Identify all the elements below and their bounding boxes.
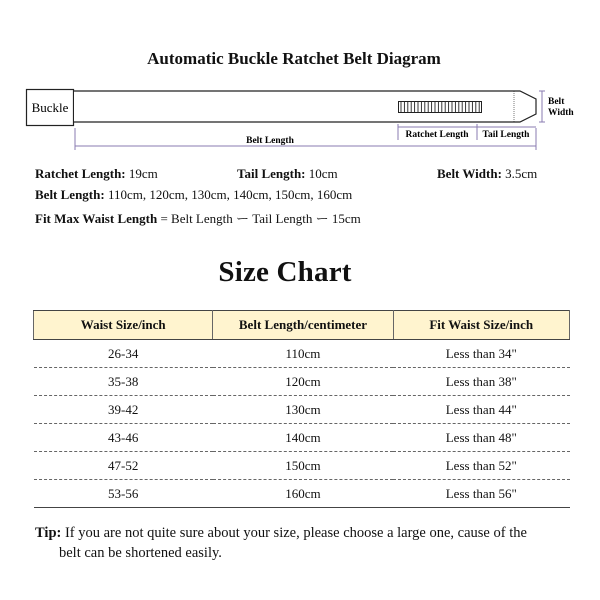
ratchet-length-label: Ratchet Length xyxy=(405,130,469,140)
diagram-title: Automatic Buckle Ratchet Belt Diagram xyxy=(147,49,441,68)
spec-tail-length xyxy=(237,166,338,182)
cell-fit-waist: Less than 44" xyxy=(393,396,570,424)
cell-belt-length: 110cm xyxy=(213,340,393,368)
spec-tail-length-value: 10cm xyxy=(308,166,338,181)
tip xyxy=(35,523,580,563)
table-row xyxy=(34,368,570,396)
tip-line1: If you are not quite sure about your size, please choose a large one, cause of the xyxy=(64,525,527,541)
spec-belt-width-value: 3.5cm xyxy=(505,166,538,181)
tail-length-label: Tail Length xyxy=(482,130,530,140)
size-chart-title: Size Chart xyxy=(218,256,352,288)
spec-fit-max-waist xyxy=(35,208,361,227)
spec-ratchet-length-value: 19cm xyxy=(128,166,158,181)
cell-fit-waist: Less than 48" xyxy=(393,424,570,452)
spec-fit-value: = Belt Length ー Tail Length ー 15cm xyxy=(160,211,361,226)
cell-waist-size: 53-56 xyxy=(34,480,213,508)
belt-width-label-2: Width xyxy=(548,108,574,118)
table-row xyxy=(34,480,570,508)
cell-fit-waist: Less than 52" xyxy=(393,452,570,480)
cell-waist-size: 26-34 xyxy=(34,340,213,368)
cell-fit-waist: Less than 56" xyxy=(393,480,570,508)
cell-belt-length: 160cm xyxy=(213,480,393,508)
cell-fit-waist: Less than 38" xyxy=(393,368,570,396)
spec-fit-key: Fit Max Waist Length xyxy=(35,211,158,226)
cell-belt-length: 120cm xyxy=(213,368,393,396)
spec-belt-width-key: Belt Width: xyxy=(437,166,502,181)
cell-waist-size: 35-38 xyxy=(34,368,213,396)
size-table-header-row xyxy=(34,311,570,340)
table-row xyxy=(34,340,570,368)
spec-belt-length xyxy=(35,187,352,203)
spec-ratchet-length xyxy=(35,166,158,182)
cell-belt-length: 140cm xyxy=(213,424,393,452)
spec-tail-length-key: Tail Length: xyxy=(237,166,306,181)
tip-line2: belt can be shortened easily. xyxy=(59,545,222,561)
spec-belt-length-key: Belt Length: xyxy=(35,187,105,202)
table-row xyxy=(34,424,570,452)
cell-fit-waist: Less than 34" xyxy=(393,340,570,368)
buckle-label: Buckle xyxy=(31,100,69,115)
header-belt-length: Belt Length/centimeter xyxy=(213,311,393,340)
size-table xyxy=(33,310,570,508)
spec-belt-length-value: 110cm, 120cm, 130cm, 140cm, 150cm, 160cm xyxy=(107,187,353,202)
belt-length-label: Belt Length xyxy=(246,136,294,146)
header-fit-waist: Fit Waist Size/inch xyxy=(393,311,570,340)
spec-belt-width xyxy=(437,166,537,182)
cell-waist-size: 39-42 xyxy=(34,396,213,424)
table-row xyxy=(34,452,570,480)
spec-ratchet-length-key: Ratchet Length: xyxy=(35,166,126,181)
table-row xyxy=(34,396,570,424)
cell-waist-size: 47-52 xyxy=(34,452,213,480)
cell-belt-length: 150cm xyxy=(213,452,393,480)
belt-width-label-1: Belt xyxy=(548,97,565,107)
header-waist-size: Waist Size/inch xyxy=(34,311,213,340)
cell-waist-size: 43-46 xyxy=(34,424,213,452)
tip-label: Tip: xyxy=(35,525,62,541)
cell-belt-length: 130cm xyxy=(213,396,393,424)
belt-diagram xyxy=(0,0,600,160)
